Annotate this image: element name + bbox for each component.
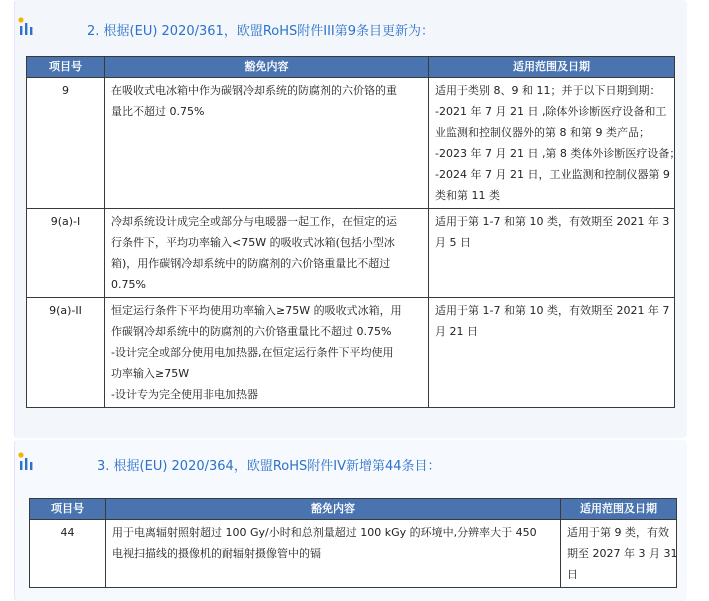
scope-date: 适用于第 1-7 和第 10 类，有效期至 2021 年 7 月 21 日 bbox=[429, 298, 675, 408]
header-item-no: 项目号 bbox=[27, 57, 105, 78]
item-id: 9(a)-I bbox=[27, 209, 105, 298]
exemption-content: 冷却系统设计成完全或部分与电暖器一起工作，在恒定的运 行条件下，平均功率输入<75W 的吸收式冰箱(包括小型冰 箱)，用作碳钢冷却系统中的防腐剂的六价铬重量比不超过 0.75% bbox=[105, 209, 429, 298]
section-annex-iv bbox=[14, 440, 687, 601]
header-item-no: 项目号 bbox=[30, 499, 106, 520]
table-row bbox=[30, 520, 677, 588]
exemption-content: 用于电离辐射照射超过 100 Gy/小时和总剂量超过 100 kGy 的环境中,分辨率大于 450 电视扫描线的摄像机的耐辐射摄像管中的镉 bbox=[106, 520, 561, 588]
section-heading bbox=[15, 444, 687, 484]
header-exemption: 豁免内容 bbox=[105, 57, 429, 78]
scope-date: 适用于第 9 类，有效 期至 2027 年 3 月 31 日 bbox=[561, 520, 677, 588]
table-header-row bbox=[30, 499, 677, 520]
header-scope-date: 适用范围及日期 bbox=[561, 499, 677, 520]
exemption-table-annex-iii bbox=[26, 56, 681, 408]
bar-chart-icon bbox=[15, 450, 41, 476]
table-row bbox=[27, 298, 675, 408]
table-row bbox=[27, 209, 675, 298]
table-header-row bbox=[27, 57, 675, 78]
section-heading bbox=[15, 9, 687, 49]
item-id: 9 bbox=[27, 78, 105, 209]
item-id: 9(a)-II bbox=[27, 298, 105, 408]
scope-date: 适用于第 1-7 和第 10 类，有效期至 2021 年 3 月 5 日 bbox=[429, 209, 675, 298]
scope-date: 适用于类别 8、9 和 11；并于以下日期到期： -2021 年 7 月 21 日 ,除体外诊断医疗设备和工 业监测和控制仪器外的第 8 和第 9 类产品； -2023 年 7 月 21 日 ,第 8 类体外诊断医疗设备； -2024 年 7 月 21 日，工业监测和控制仪器第 9 类和第 11 类 bbox=[429, 78, 675, 209]
item-id: 44 bbox=[30, 520, 106, 588]
exemption-content: 在吸收式电冰箱中作为碳钢冷却系统的防腐剂的六价铬的重 量比不超过 0.75% bbox=[105, 78, 429, 209]
exemption-content: 恒定运行条件下平均使用功率输入≥75W 的吸收式冰箱，用 作碳钢冷却系统中的防腐剂的六价铬重量比不超过 0.75% -设计完全或部分使用电加热器,在恒定运行条件下平均使用 功率输入≥75W -设计专为完全使用非电加热器 bbox=[105, 298, 429, 408]
bar-chart-icon bbox=[15, 15, 41, 41]
table-row bbox=[27, 78, 675, 209]
exemption-table-annex-iv bbox=[29, 498, 677, 588]
header-scope-date: 适用范围及日期 bbox=[429, 57, 675, 78]
section-title: 2. 根据(EU) 2020/361，欧盟RoHS附件III第9条目更新为： bbox=[87, 24, 435, 39]
section-annex-iii bbox=[14, 0, 687, 438]
header-exemption: 豁免内容 bbox=[106, 499, 561, 520]
section-title: 3. 根据(EU) 2020/364，欧盟RoHS附件IV新增第44条目： bbox=[97, 459, 441, 474]
